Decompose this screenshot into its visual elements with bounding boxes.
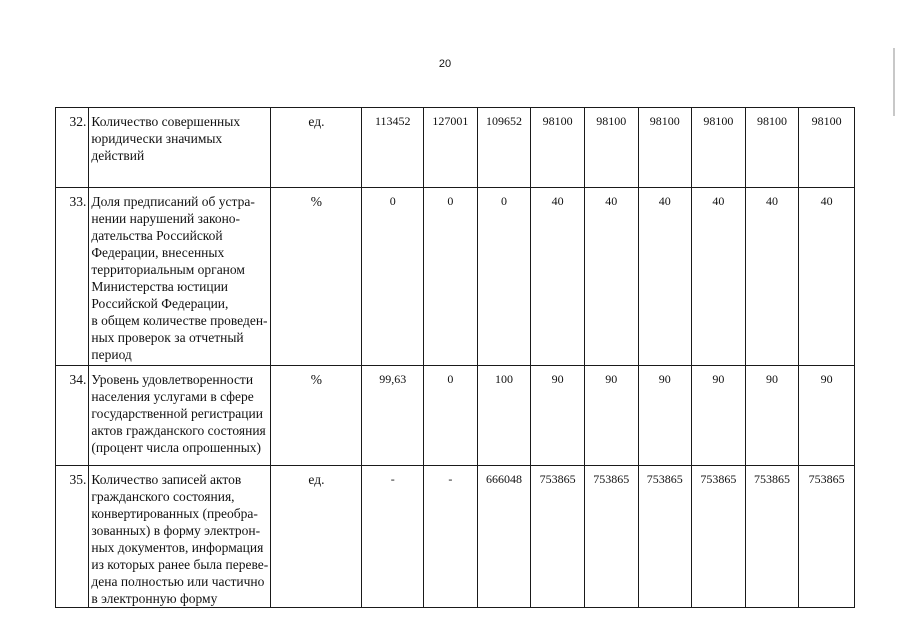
value-cell: 0 [424, 188, 478, 366]
indicator-name [89, 188, 271, 366]
value-cell: 98100 [638, 108, 692, 188]
indicator-name-line: Количество совершенных [91, 114, 241, 129]
table-row [56, 466, 855, 608]
indicators-table [55, 107, 855, 608]
value-cell: 40 [799, 188, 855, 366]
indicator-name [89, 466, 271, 608]
indicator-name-line: территориальным органом [91, 262, 245, 277]
row-number: 32. [56, 108, 89, 188]
indicator-name-line: Российской Федерации, [91, 296, 229, 311]
indicator-name-line: нении нарушений законо- [91, 211, 241, 226]
value-cell: 40 [584, 188, 638, 366]
indicator-name-line: зованных) в форму электрон- [91, 523, 261, 538]
indicator-name-line: юридически значимых [91, 131, 223, 146]
value-cell: 753865 [584, 466, 638, 608]
value-cell: 753865 [745, 466, 799, 608]
unit-cell: % [271, 188, 362, 366]
value-cell: 90 [584, 366, 638, 466]
value-cell: 40 [745, 188, 799, 366]
unit-cell: % [271, 366, 362, 466]
value-cell: 98100 [799, 108, 855, 188]
indicator-name-line: в общем количестве проведен- [91, 313, 268, 328]
value-cell: 113452 [362, 108, 424, 188]
value-cell: 98100 [692, 108, 746, 188]
value-cell: 90 [531, 366, 585, 466]
indicator-name-line: Федерации, внесенных [91, 245, 225, 260]
value-cell: 90 [799, 366, 855, 466]
indicator-name-line: Уровень удовлетворенности [91, 372, 254, 387]
row-number: 33. [56, 188, 89, 366]
indicator-name [89, 108, 271, 188]
indicator-name-line: Министерства юстиции [91, 279, 229, 294]
value-cell: 90 [692, 366, 746, 466]
value-cell: 98100 [584, 108, 638, 188]
indicator-name-line: гражданского состояния, [91, 489, 235, 504]
value-cell: 753865 [531, 466, 585, 608]
value-cell: 98100 [531, 108, 585, 188]
value-cell: 0 [424, 366, 478, 466]
table-body [56, 108, 855, 608]
value-cell: 40 [531, 188, 585, 366]
value-cell: 753865 [799, 466, 855, 608]
indicator-name-line: ных документов, информация [91, 540, 264, 555]
table-row [56, 366, 855, 466]
indicator-name-line: актов гражданского состояния [91, 423, 266, 438]
indicator-name-line: конвертированных (преобра- [91, 506, 258, 521]
value-cell: 753865 [638, 466, 692, 608]
value-cell: 127001 [424, 108, 478, 188]
value-cell: 99,63 [362, 366, 424, 466]
indicator-name-line: дена полностью или частично [91, 574, 265, 589]
value-cell: - [424, 466, 478, 608]
value-cell: 666048 [477, 466, 531, 608]
indicator-name [89, 366, 271, 466]
indicator-name-line: в электронную форму [91, 591, 218, 606]
value-cell: 0 [477, 188, 531, 366]
scan-edge-mark [893, 48, 895, 116]
indicator-name-line: Количество записей актов [91, 472, 242, 487]
indicator-name-line: ных проверок за отчетный [91, 330, 244, 345]
page-number: 20 [438, 58, 452, 70]
indicator-name-line: населения услугами в сфере [91, 389, 254, 404]
value-cell: 98100 [745, 108, 799, 188]
value-cell: 0 [362, 188, 424, 366]
indicator-name-line: дательства Российской [91, 228, 223, 243]
value-cell: - [362, 466, 424, 608]
value-cell: 109652 [477, 108, 531, 188]
value-cell: 90 [638, 366, 692, 466]
indicator-name-line: из которых ранее была переве- [91, 557, 269, 572]
indicator-name-line: действий [91, 148, 145, 163]
indicator-name-line: государственной регистрации [91, 406, 263, 421]
unit-cell: ед. [271, 466, 362, 608]
indicator-name-line: период [91, 347, 132, 362]
value-cell: 40 [638, 188, 692, 366]
value-cell: 753865 [692, 466, 746, 608]
value-cell: 100 [477, 366, 531, 466]
row-number: 35. [56, 466, 89, 608]
value-cell: 90 [745, 366, 799, 466]
value-cell: 40 [692, 188, 746, 366]
table-row [56, 188, 855, 366]
indicator-name-line: Доля предписаний об устра- [91, 194, 255, 209]
unit-cell: ед. [271, 108, 362, 188]
table-row [56, 108, 855, 188]
indicator-name-line: (процент числа опрошенных) [91, 440, 262, 455]
row-number: 34. [56, 366, 89, 466]
